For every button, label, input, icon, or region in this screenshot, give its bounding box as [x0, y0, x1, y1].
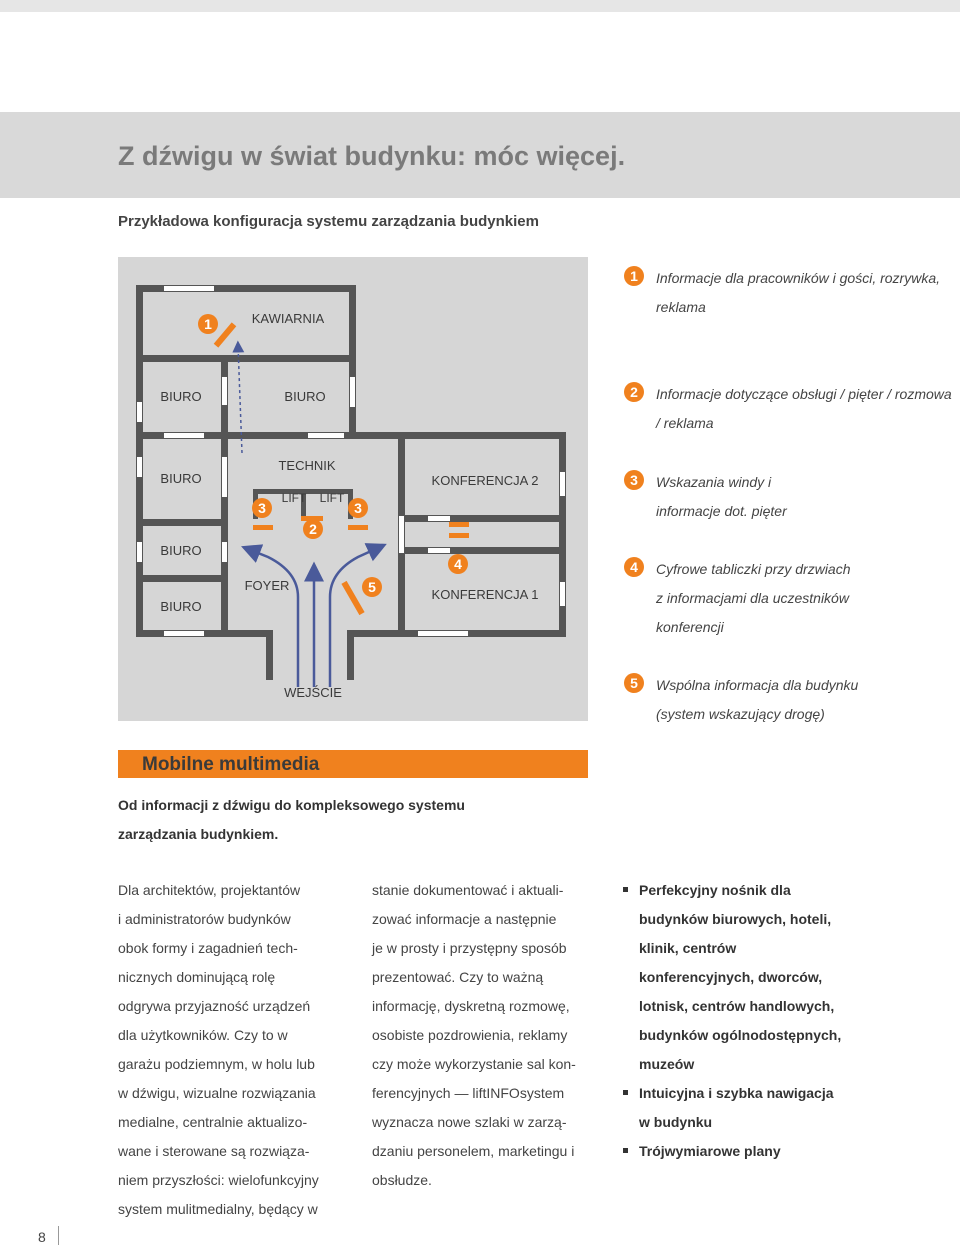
legend-number: 1: [624, 266, 644, 286]
feature-text: klinik, centrów: [639, 940, 737, 956]
figure-caption: Przykładowa konfiguracja systemu zarządzania budynkiem: [118, 213, 539, 230]
display-screen: [253, 525, 273, 530]
bullet-icon: [623, 887, 628, 892]
legend-number: 2: [624, 382, 644, 402]
legend-number: 3: [624, 470, 644, 490]
body-column-2: [372, 876, 576, 1195]
text-line: niem przyszłości: wielofunkcyjny: [118, 1172, 319, 1188]
text-line: wane i sterowane są rozwiąza-: [118, 1143, 310, 1159]
legend-text: Wskazania windy i informacje dot. pięter: [656, 474, 787, 519]
text-line: odgrywa przyjazność urządzeń: [118, 998, 311, 1014]
bullet-icon: [623, 1090, 628, 1095]
display-screen: [348, 525, 368, 530]
feature-text: w budynku: [639, 1114, 713, 1130]
arrow-path: [238, 345, 242, 453]
text-line: w dźwigu, wizualne rozwiązania: [118, 1085, 316, 1101]
legend-number: 5: [624, 673, 644, 693]
bullet-icon: [623, 1148, 628, 1153]
room-label-lift: LIFT: [281, 491, 307, 505]
feature-continuation: [623, 1021, 841, 1050]
page-number-divider: [58, 1226, 59, 1245]
arrow-path: [330, 547, 380, 687]
marker-3: 3: [252, 498, 272, 518]
text-line: wyznacza nowe szlaki w zarzą-: [372, 1114, 567, 1130]
display-screen: [449, 522, 469, 527]
feature-bullet-item: [623, 876, 841, 905]
room-label-technik: TECHNIK: [278, 458, 336, 473]
legend-text: Wspólna informacja dla budynku (system wskazujący drogę): [656, 677, 859, 722]
feature-continuation: [623, 1108, 841, 1137]
feature-list: [623, 876, 841, 1166]
legend-text: Informacje dotyczące obsługi / pięter / rozmowa / reklama: [656, 386, 952, 431]
feature-bullet-item: [623, 1137, 841, 1166]
marker-1: 1: [198, 314, 218, 334]
section-banner-label: Mobilne multimedia: [142, 754, 320, 775]
room-label-biuro: BIURO: [160, 389, 202, 404]
room-label-konferencja-1: KONFERENCJA 1: [431, 587, 539, 602]
legend-text: Cyfrowe tabliczki przy drzwiach z informacjami dla uczestników konferencji: [656, 561, 851, 635]
room-label-kawiarnia: KAWIARNIA: [251, 311, 325, 326]
room-label-lift: LIFT: [319, 491, 345, 505]
room-label-foyer: FOYER: [244, 578, 290, 593]
room-label-biuro: BIURO: [160, 599, 202, 614]
feature-text: konferencyjnych, dworców,: [639, 969, 823, 985]
text-line: informację, dyskretną rozmowę,: [372, 998, 570, 1014]
feature-text: budynków biurowych, hoteli,: [639, 911, 832, 927]
text-line: ferencyjnych — liftINFOsystem: [372, 1085, 565, 1101]
feature-text: budynków ogólnodostępnych,: [639, 1027, 842, 1043]
floor-plan: [118, 257, 588, 721]
section-banner: [118, 750, 588, 778]
wayfinding-arrows: [118, 257, 588, 721]
marker-2: 2: [303, 519, 323, 539]
text-line: dla użytkowników. Czy to w: [118, 1027, 288, 1043]
feature-continuation: [623, 934, 841, 963]
lead-paragraph: Od informacji z dźwigu do kompleksowego systemu zarządzania budynkiem.: [118, 797, 465, 842]
room-label-biuro: BIURO: [160, 543, 202, 558]
feature-continuation: [623, 992, 841, 1021]
text-line: czy może wykorzystanie sal kon-: [372, 1056, 576, 1072]
text-line: Dla architektów, projektantów: [118, 882, 301, 898]
marker-5: 5: [362, 577, 382, 597]
text-line: dzaniu personelem, marketingu i: [372, 1143, 575, 1159]
text-line: stanie dokumentować i aktuali-: [372, 882, 564, 898]
text-line: nicznych dominującą rolę: [118, 969, 276, 985]
feature-text: Perfekcyjny nośnik dla: [639, 882, 791, 898]
display-screen: [449, 533, 469, 538]
arrow-path: [248, 549, 298, 687]
feature-continuation: [623, 1050, 841, 1079]
body-column-1: [118, 876, 319, 1224]
text-line: prezentować. Czy to ważną: [372, 969, 544, 985]
feature-text: muzeów: [639, 1056, 695, 1072]
top-edge-bar: [0, 0, 960, 12]
text-line: zować informacje a następnie: [372, 911, 557, 927]
marker-4: 4: [448, 554, 468, 574]
text-line: osobiste pozdrowienia, reklamy: [372, 1027, 568, 1043]
text-line: je w prosty i przystępny sposób: [372, 940, 567, 956]
room-label-wejscie: WEJŚCIE: [284, 685, 342, 700]
text-line: i administratorów budynków: [118, 911, 291, 927]
page-number: 8: [38, 1229, 46, 1245]
feature-continuation: [623, 963, 841, 992]
feature-text: lotnisk, centrów handlowych,: [639, 998, 835, 1014]
feature-continuation: [623, 905, 841, 934]
text-line: obsłudze.: [372, 1172, 432, 1188]
text-line: garażu podziemnym, w holu lub: [118, 1056, 315, 1072]
text-line: system mulitmedialny, będący w: [118, 1201, 318, 1217]
page-title: Z dźwigu w świat budynku: móc więcej.: [118, 141, 626, 171]
room-label-biuro: BIURO: [160, 471, 202, 486]
feature-bullet-item: [623, 1079, 841, 1108]
legend-number: 4: [624, 557, 644, 577]
feature-text: Trójwymiarowe plany: [639, 1143, 781, 1159]
text-line: medialne, centralnie aktualizo-: [118, 1114, 308, 1130]
legend-text: Informacje dla pracowników i gości, rozrywka, reklama: [656, 270, 940, 315]
room-label-biuro: BIURO: [284, 389, 326, 404]
text-line: obok formy i zagadnień tech-: [118, 940, 298, 956]
room-label-konferencja-2: KONFERENCJA 2: [431, 473, 539, 488]
feature-text: Intuicyjna i szybka nawigacja: [639, 1085, 834, 1101]
marker-3: 3: [348, 498, 368, 518]
